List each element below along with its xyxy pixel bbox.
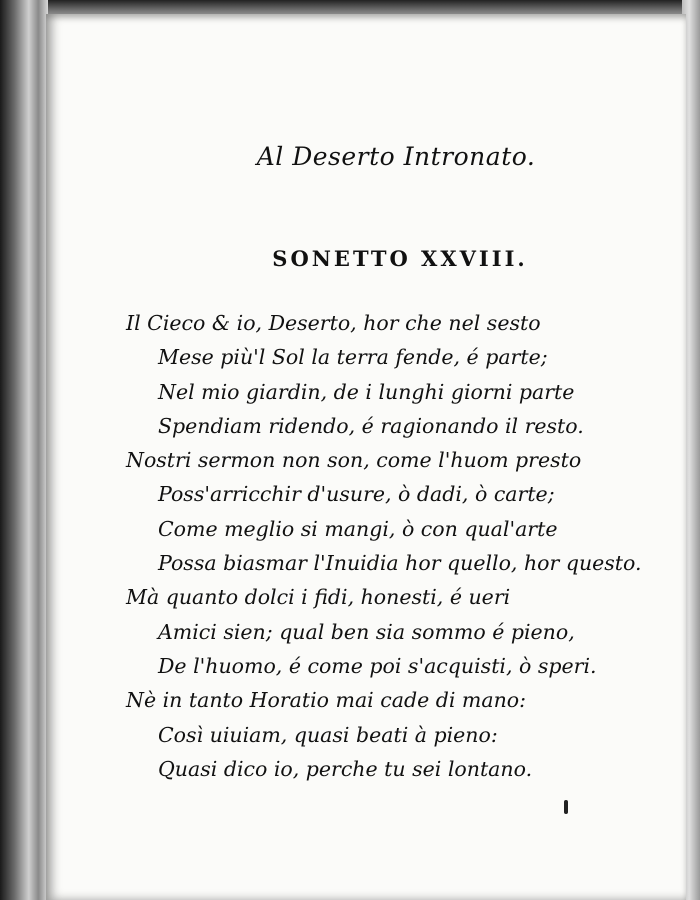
poem-line: Il Cieco & io, Deserto, hor che nel sesto <box>126 311 541 335</box>
poem-line: Mà quanto dolci i fidi, honesti, é ueri <box>126 585 511 610</box>
poem-line: Spendiam ridendo, é ragionando il resto. <box>158 413 584 438</box>
poem-line: Mese più'l Sol la terra fende, é parte; <box>158 345 548 370</box>
poem-line: Nel mio giardin, de i lunghi giorni parte <box>158 379 575 404</box>
poem-line: Possa biasmar l'Inuidia hor quello, hor questo. <box>158 551 642 576</box>
sonnet-title: SONETTO XXVIII. <box>272 246 528 271</box>
poem-line: Così uiuiam, quasi beati à pieno: <box>158 722 498 747</box>
ink-mark <box>564 800 568 814</box>
poem-line: Nè in tanto Horatio mai cade di mano: <box>126 688 527 713</box>
poem-line: Quasi dico io, perche tu sei lontano. <box>158 756 533 781</box>
poem-line: Nostri sermon non son, come l'huom presto <box>126 448 582 473</box>
poem-line: De l'huomo, é come poi s'acquisti, ò speri. <box>158 653 597 678</box>
book-page <box>46 14 686 900</box>
poem-line: Amici sien; qual ben sia sommo é pieno, <box>158 619 575 644</box>
page-heading: Al Deserto Intronato. <box>256 142 536 171</box>
poem-line: Come meglio si mangi, ò con qual'arte <box>158 516 558 541</box>
book-edge-left <box>0 0 48 900</box>
poem <box>126 306 666 786</box>
poem-line: Poss'arricchir d'usure, ò dadi, ò carte; <box>158 482 555 507</box>
